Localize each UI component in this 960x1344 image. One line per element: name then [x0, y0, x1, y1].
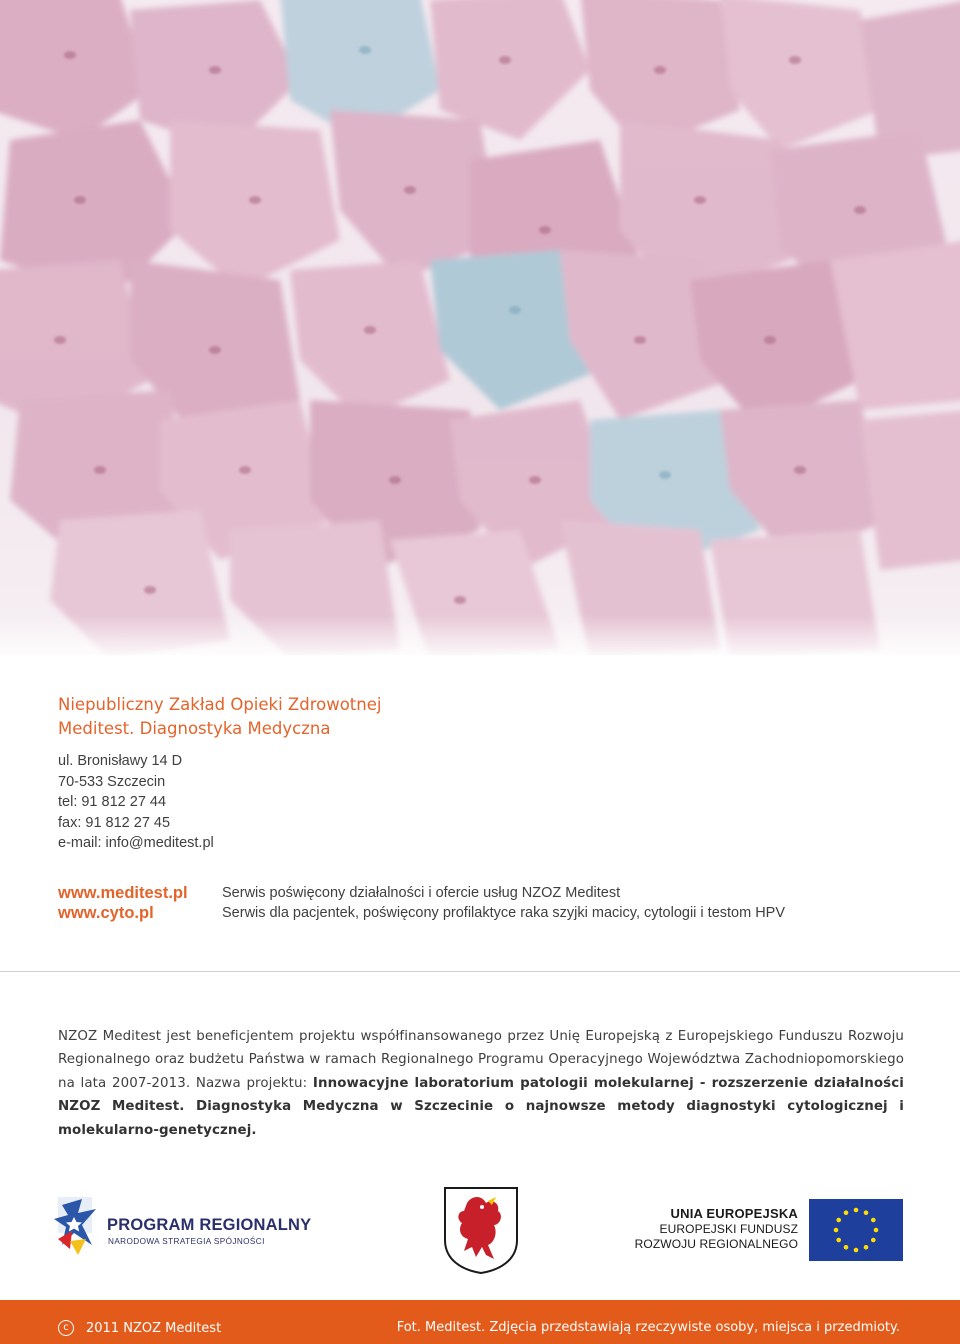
program-regionalny-icon: [52, 1195, 104, 1261]
meditest-link-description: Serwis poświęcony działalności i ofercie usług NZOZ Meditest: [222, 885, 621, 901]
address-block: [58, 751, 214, 854]
copyright-icon: c: [58, 1320, 74, 1336]
meditest-link[interactable]: www.meditest.pl: [58, 884, 188, 902]
eu-flag-icon: [809, 1199, 903, 1261]
footer-bar: [0, 1300, 960, 1344]
copyright-text: 2011 NZOZ Meditest: [86, 1320, 222, 1336]
footer-copyright: [58, 1320, 221, 1336]
eu-line1: UNIA EUROPEJSKA: [670, 1206, 798, 1221]
address-fax: fax: 91 812 27 45: [58, 814, 171, 831]
address-city: 70-533 Szczecin: [58, 773, 166, 790]
organization-name: [58, 693, 381, 741]
project-name: Innowacyjne laboratorium patologii molekularnej - rozszerzenie działalności NZOZ Meditest. Diagnostyka Medyczna w Szczecinie o najnowsze metody diagnostyki cytologicznej i molekularno-genetycznej.: [58, 1075, 904, 1138]
cyto-link-description: Serwis dla pacjentek, poświęcony profilaktyce raka szyjki macicy, cytologii i testom HPV: [222, 905, 786, 921]
photo-credit: Fot. Meditest. Zdjęcia przedstawiają rzeczywiste osoby, miejsca i przedmioty.: [396, 1320, 900, 1335]
project-description: [58, 1025, 904, 1142]
section-divider: [0, 971, 960, 972]
program-regionalny-subtitle: NARODOWA STRATEGIA SPÓJNOŚCI: [108, 1237, 265, 1246]
microscopy-cells-image: [0, 0, 960, 655]
hero-fade: [0, 615, 960, 655]
eu-line3: ROZWOJU REGIONALNEGO: [634, 1237, 798, 1251]
funding-logos: [0, 1185, 960, 1275]
cells-illustration: [0, 0, 960, 655]
eu-fund-text: [635, 1206, 798, 1252]
address-email: e-mail: info@meditest.pl: [58, 835, 214, 851]
eu-line2: EUROPEJSKI FUNDUSZ: [659, 1222, 798, 1236]
organization-name-line2: Meditest. Diagnostyka Medyczna: [58, 719, 331, 738]
program-regionalny-title: PROGRAM REGIONALNY: [107, 1216, 312, 1234]
address-street: ul. Bronisławy 14 D: [58, 753, 183, 769]
organization-name-line1: Niepubliczny Zakład Opieki Zdrowotnej: [58, 695, 382, 714]
address-phone: tel: 91 812 27 44: [58, 794, 167, 810]
cyto-link[interactable]: www.cyto.pl: [58, 904, 154, 922]
griffin-crest-icon: [442, 1185, 520, 1275]
project-intro: NZOZ Meditest jest beneficjentem projektu współfinansowanego przez Unię Europejską z Europejskiego Funduszu Rozwoju Regionalnego oraz budżetu Państwa w ramach Regionalnego Programu Operacyjnego Województwa Zachodniopomorskiego na lata 2007-2013. Nazwa projektu:: [58, 1029, 904, 1091]
